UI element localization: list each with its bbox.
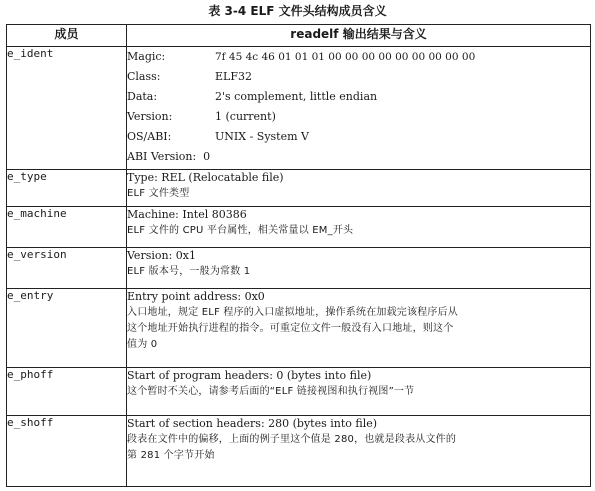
field-value: 2's complement, little endian bbox=[215, 90, 378, 103]
description-line: ELF 文件类型 bbox=[127, 188, 190, 199]
description-line: ELF 版本号，一般为常数 1 bbox=[127, 266, 251, 277]
member-description bbox=[127, 248, 591, 289]
description-line: Type: REL (Relocatable file) bbox=[127, 171, 284, 184]
table-row-e-ident bbox=[7, 47, 591, 170]
member-description bbox=[127, 368, 591, 416]
member-description bbox=[127, 207, 591, 248]
table-caption: 表 3-4 ELF 文件头结构成员含义 bbox=[208, 4, 387, 18]
member-name: e_shoff bbox=[7, 416, 127, 487]
table-row-e-phoff bbox=[7, 368, 591, 416]
member-name: e_ident bbox=[7, 47, 127, 170]
ident-field-abi-version bbox=[127, 147, 590, 167]
member-description bbox=[127, 47, 591, 170]
ident-field-magic bbox=[127, 47, 590, 67]
description-line: Version: 0x1 bbox=[127, 249, 196, 262]
ident-field-version bbox=[127, 107, 590, 127]
elf-header-table bbox=[6, 24, 591, 487]
table-header-row bbox=[7, 25, 591, 47]
member-name: e_entry bbox=[7, 289, 127, 368]
description-line: 入口地址，规定 ELF 程序的入口虚拟地址，操作系统在加载完该程序后从 bbox=[127, 307, 458, 318]
header-member: 成员 bbox=[7, 25, 127, 47]
field-value: UNIX - System V bbox=[215, 130, 309, 143]
field-key: Magic: bbox=[127, 50, 166, 63]
table-row-e-version bbox=[7, 248, 591, 289]
table-row-e-shoff bbox=[7, 416, 591, 487]
field-key: Version: bbox=[127, 110, 173, 123]
description-line: 这个地址开始执行进程的指令。可重定位文件一般没有入口地址，则这个 bbox=[127, 323, 454, 334]
field-key: Class: bbox=[127, 70, 161, 83]
field-value: ELF32 bbox=[215, 70, 252, 83]
field-key: ABI Version: bbox=[127, 150, 197, 163]
ident-field-class bbox=[127, 67, 590, 87]
ident-field-data bbox=[127, 87, 590, 107]
description-line: 段表在文件中的偏移，上面的例子里这个值是 280，也就是段表从文件的 bbox=[127, 434, 457, 445]
description-line: 值为 0 bbox=[127, 339, 158, 350]
member-description bbox=[127, 416, 591, 487]
description-line: Start of section headers: 280 (bytes into file) bbox=[127, 417, 378, 430]
field-key: OS/ABI: bbox=[127, 130, 172, 143]
member-name: e_machine bbox=[7, 207, 127, 248]
member-description bbox=[127, 170, 591, 207]
member-description bbox=[127, 289, 591, 368]
table-row-e-type bbox=[7, 170, 591, 207]
table-row-e-machine bbox=[7, 207, 591, 248]
description-line: 这个暂时不关心，请参考后面的“ELF 链接视图和执行视图”一节 bbox=[127, 386, 415, 397]
description-line: Machine: Intel 80386 bbox=[127, 208, 247, 221]
member-name: e_version bbox=[7, 248, 127, 289]
ident-field-osabi bbox=[127, 127, 590, 147]
member-name: e_phoff bbox=[7, 368, 127, 416]
description-line: Start of program headers: 0 (bytes into file) bbox=[127, 369, 372, 382]
description-line: 第 281 个字节开始 bbox=[127, 450, 215, 461]
description-line: Entry point address: 0x0 bbox=[127, 290, 265, 303]
field-value: 1 (current) bbox=[215, 110, 276, 123]
field-key: Data: bbox=[127, 90, 158, 103]
field-value: 0 bbox=[203, 150, 211, 163]
member-name: e_type bbox=[7, 170, 127, 207]
description-line: ELF 文件的 CPU 平台属性，相关常量以 EM_开头 bbox=[127, 225, 354, 236]
field-value: 7f 45 4c 46 01 01 01 00 00 00 00 00 00 00 00 00 bbox=[215, 51, 476, 63]
header-meaning: readelf 输出结果与含义 bbox=[127, 25, 591, 47]
table-row-e-entry bbox=[7, 289, 591, 368]
